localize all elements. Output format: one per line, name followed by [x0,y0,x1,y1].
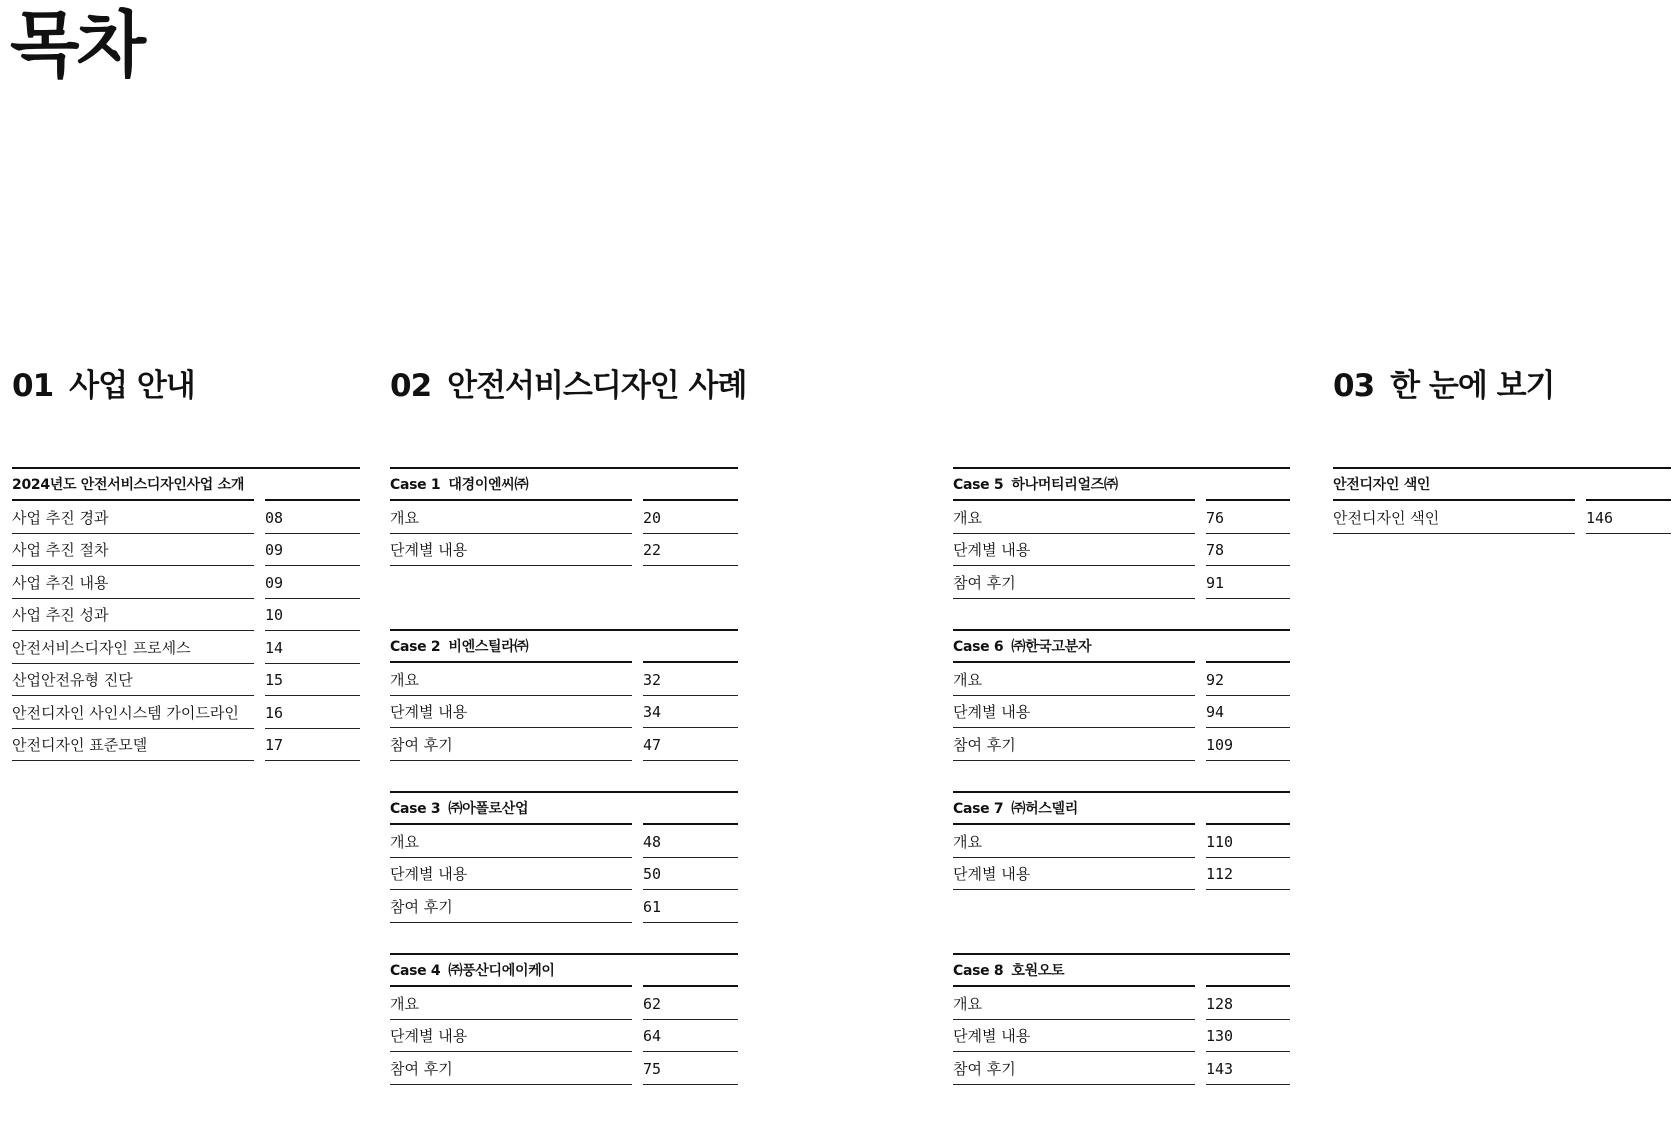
toc-heading-page-rule [1206,469,1290,501]
toc-heading-page-rule [1206,955,1290,987]
toc-heading-text: ㈜허스델리 [1011,801,1078,817]
toc-entry[interactable] [390,534,738,567]
toc-heading-page-rule [1586,469,1671,501]
toc-block-case2 [390,629,738,761]
toc-heading-text: 하나머티리얼즈㈜ [1011,477,1118,493]
toc-entry-label: 참여 후기 [953,1053,1195,1085]
toc-entry-page: 50 [643,858,738,890]
toc-entry-page: 48 [643,826,738,858]
toc-heading-label [12,469,254,501]
toc-block-case3 [390,791,738,923]
section-heading-03[interactable] [1333,366,1554,406]
toc-entry-label: 사업 추진 절차 [12,534,254,566]
toc-heading-label [953,631,1195,663]
toc-entry[interactable] [390,826,738,859]
section-number: 03 [1333,368,1375,404]
case-number: Case 1 [390,477,441,493]
toc-block-case4 [390,953,738,1085]
toc-block-case5 [953,467,1290,599]
toc-entry[interactable] [12,697,360,730]
toc-entry-label: 개요 [390,826,632,858]
toc-entry-label: 산업안전유형 진단 [12,664,254,696]
toc-entry-label: 단계별 내용 [953,858,1195,890]
toc-entry[interactable] [953,696,1290,729]
toc-entry-page: 47 [643,729,738,761]
toc-entry-label: 단계별 내용 [390,858,632,890]
toc-block-case1 [390,467,738,567]
case-number: Case 5 [953,477,1004,493]
toc-heading-text: ㈜아폴로산업 [448,801,529,817]
toc-entry-page: 14 [265,632,360,664]
toc-entry[interactable] [953,1020,1290,1053]
case-number: Case 4 [390,963,441,979]
toc-heading-page-rule [1206,793,1290,825]
toc-entry[interactable] [953,502,1290,535]
toc-entry[interactable] [390,502,738,535]
toc-entry[interactable] [390,696,738,729]
toc-heading-label [1333,469,1575,501]
toc-entry[interactable] [953,988,1290,1021]
toc-entry-label: 참여 후기 [390,1053,632,1085]
toc-entry[interactable] [12,599,360,632]
toc-block-case7 [953,791,1290,891]
toc-block-intro [12,467,360,762]
toc-heading [390,791,738,826]
toc-entry-page: 64 [643,1020,738,1052]
toc-heading-label [390,631,632,663]
toc-block-case6 [953,629,1290,761]
toc-entry[interactable] [12,632,360,665]
toc-entry-page: 109 [1206,729,1290,761]
toc-entry-label: 단계별 내용 [390,534,632,566]
toc-entry[interactable] [953,534,1290,567]
toc-heading-page-rule [643,469,738,501]
toc-entry-label: 사업 추진 내용 [12,567,254,599]
toc-entry[interactable] [390,891,738,924]
toc-entry-label: 개요 [953,988,1195,1020]
page-title: 목차 [10,3,144,87]
toc-block-case8 [953,953,1290,1085]
toc-entry-page: 20 [643,502,738,534]
case-number: Case 8 [953,963,1004,979]
toc-entry[interactable] [953,729,1290,762]
toc-entry-page: 22 [643,534,738,566]
case-number: Case 3 [390,801,441,817]
toc-heading-text: ㈜풍산디에이케이 [448,963,555,979]
toc-heading-label [953,955,1195,987]
toc-heading-text: 안전디자인 색인 [1333,477,1431,493]
toc-entry-label: 단계별 내용 [953,696,1195,728]
toc-entry-label: 단계별 내용 [390,696,632,728]
toc-entry-page: 61 [643,891,738,923]
toc-entry-page: 16 [265,697,360,729]
toc-entry-page: 08 [265,502,360,534]
toc-heading [390,629,738,664]
toc-entry-page: 94 [1206,696,1290,728]
toc-entry-label: 단계별 내용 [953,1020,1195,1052]
toc-heading [953,791,1290,826]
toc-heading [1333,467,1671,502]
toc-heading-page-rule [643,631,738,663]
toc-heading-text: ㈜한국고분자 [1011,639,1092,655]
section-title: 사업 안내 [69,368,195,404]
toc-entry-page: 91 [1206,567,1290,599]
toc-heading [12,467,360,502]
toc-entry-page: 143 [1206,1053,1290,1085]
toc-heading-page-rule [643,793,738,825]
toc-entry-page: 92 [1206,664,1290,696]
toc-block-index [1333,467,1671,534]
case-number: Case 7 [953,801,1004,817]
case-number: Case 2 [390,639,441,655]
toc-entry-page: 17 [265,729,360,761]
toc-entry[interactable] [1333,502,1671,535]
section-number: 01 [12,368,54,404]
section-title: 한 눈에 보기 [1390,368,1555,404]
toc-entry-label: 개요 [390,664,632,696]
toc-entry-page: 130 [1206,1020,1290,1052]
toc-entry-page: 09 [265,567,360,599]
toc-entry-label: 참여 후기 [953,567,1195,599]
toc-entry-label: 개요 [953,502,1195,534]
section-heading-02[interactable] [390,366,746,406]
section-heading-01[interactable] [12,366,195,406]
toc-heading-label [390,469,632,501]
toc-entry-page: 146 [1586,502,1671,534]
toc-entry-page: 76 [1206,502,1290,534]
toc-heading [390,467,738,502]
toc-entry-page: 10 [265,599,360,631]
toc-entry-page: 62 [643,988,738,1020]
toc-heading [953,467,1290,502]
toc-entry-page: 78 [1206,534,1290,566]
toc-heading [953,629,1290,664]
toc-heading-text: 비엔스틸라㈜ [448,639,529,655]
toc-entry-page: 15 [265,664,360,696]
toc-entry[interactable] [12,502,360,535]
toc-heading-page-rule [643,955,738,987]
toc-entry-label: 개요 [390,988,632,1020]
toc-heading-page-rule [1206,631,1290,663]
toc-entry[interactable] [390,729,738,762]
toc-entry-page: 75 [643,1053,738,1085]
toc-entry-page: 112 [1206,858,1290,890]
toc-entry-label: 단계별 내용 [953,534,1195,566]
toc-entry-page: 32 [643,664,738,696]
toc-entry[interactable] [390,1053,738,1086]
toc-heading-text: 대경이엔씨㈜ [448,477,529,493]
toc-heading-text: 호원오토 [1011,963,1065,979]
toc-entry[interactable] [953,826,1290,859]
toc-entry-label: 안전디자인 색인 [1333,502,1575,534]
toc-entry-label: 개요 [953,826,1195,858]
toc-entry-label: 사업 추진 성과 [12,599,254,631]
toc-entry[interactable] [953,664,1290,697]
toc-entry-label: 안전서비스디자인 프로세스 [12,632,254,664]
toc-entry[interactable] [390,988,738,1021]
toc-entry-label: 사업 추진 경과 [12,502,254,534]
toc-heading-label [390,955,632,987]
toc-entry[interactable] [953,567,1290,600]
case-number: Case 6 [953,639,1004,655]
toc-entry[interactable] [12,567,360,600]
toc-entry[interactable] [953,858,1290,891]
toc-heading-label [953,793,1195,825]
toc-entry-label: 단계별 내용 [390,1020,632,1052]
toc-entry-label: 안전디자인 표준모델 [12,729,254,761]
toc-entry-label: 참여 후기 [953,729,1195,761]
toc-entry[interactable] [12,664,360,697]
toc-entry[interactable] [953,1053,1290,1086]
toc-entry[interactable] [12,534,360,567]
toc-entry-label: 개요 [390,502,632,534]
toc-heading [953,953,1290,988]
section-number: 02 [390,368,432,404]
toc-entry-page: 09 [265,534,360,566]
toc-heading-page-rule [265,469,360,501]
section-title: 안전서비스디자인 사례 [447,368,747,404]
toc-entry-label: 안전디자인 사인시스템 가이드라인 [12,697,254,729]
toc-heading-label [390,793,632,825]
toc-entry-page: 128 [1206,988,1290,1020]
toc-entry[interactable] [390,1020,738,1053]
toc-entry[interactable] [12,729,360,762]
toc-heading-label [953,469,1195,501]
toc-entry-label: 참여 후기 [390,891,632,923]
toc-entry-page: 110 [1206,826,1290,858]
toc-heading-text: 2024년도 안전서비스디자인사업 소개 [12,477,245,493]
toc-entry[interactable] [390,664,738,697]
toc-heading [390,953,738,988]
toc-entry-label: 개요 [953,664,1195,696]
toc-entry-label: 참여 후기 [390,729,632,761]
toc-entry[interactable] [390,858,738,891]
toc-entry-page: 34 [643,696,738,728]
